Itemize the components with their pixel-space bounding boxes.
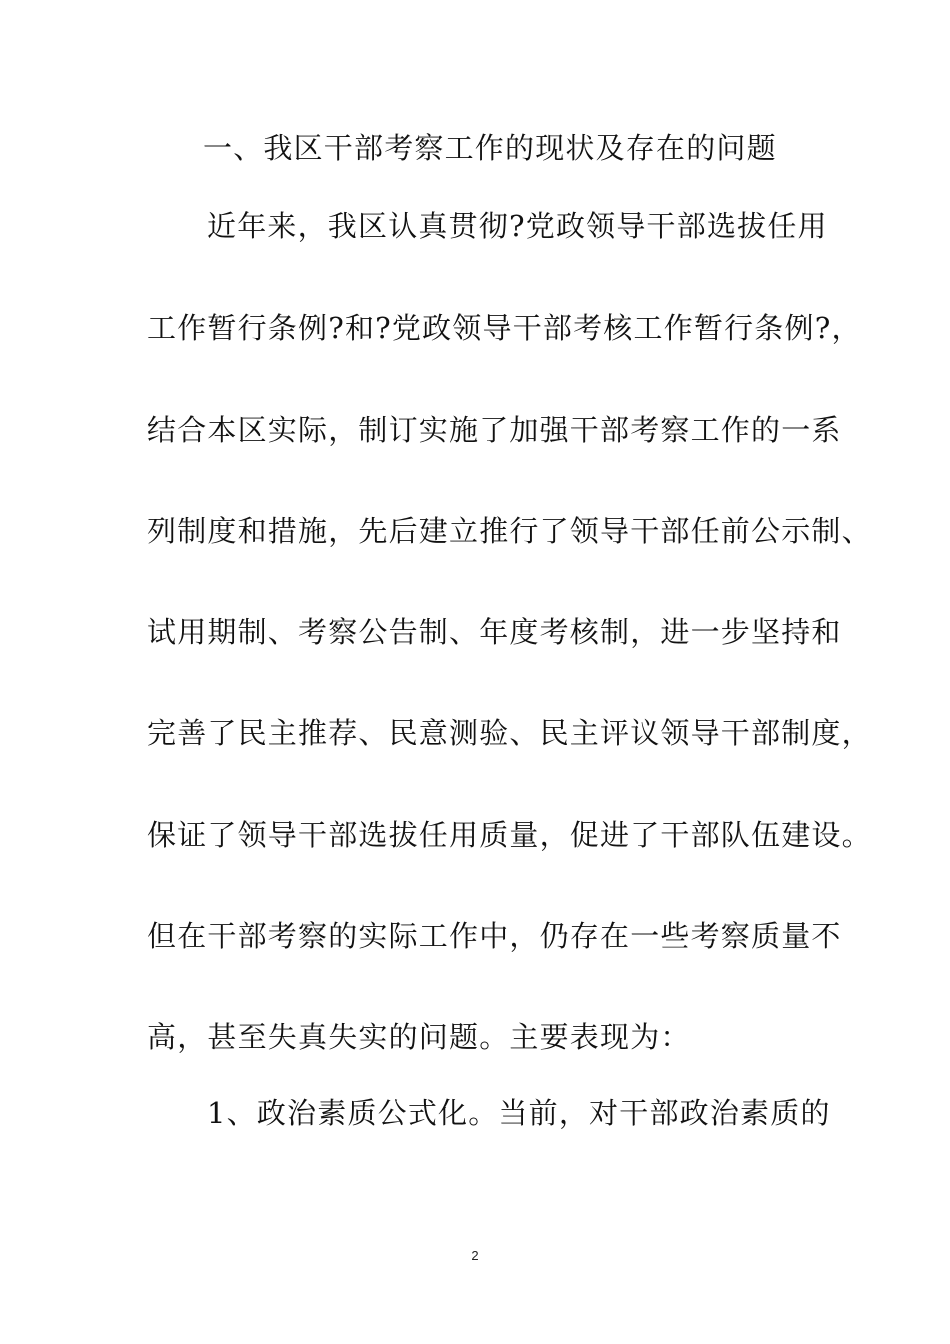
- section-heading: 一、我区干部考察工作的现状及存在的问题: [203, 131, 777, 165]
- paragraph-line-7: 保证了领导干部选拔任用质量，促进了干部队伍建设。: [147, 818, 872, 852]
- paragraph-line-6: 完善了民主推荐、民意测验、民主评议领导干部制度，: [147, 716, 872, 750]
- paragraph-line-9: 高，甚至失真失实的问题。主要表现为：: [147, 1020, 691, 1054]
- page-number: 2: [471, 1248, 479, 1263]
- paragraph-line-1: 近年来，我区认真贯彻?党政领导干部选拔任用: [207, 209, 828, 243]
- paragraph-line-8: 但在干部考察的实际工作中，仍存在一些考察质量不: [147, 919, 842, 953]
- paragraph-line-4: 列制度和措施，先后建立推行了领导干部任前公示制、: [147, 514, 872, 548]
- list-item-line-1: 1、政治素质公式化。当前，对干部政治素质的: [207, 1096, 831, 1130]
- paragraph-line-2: 工作暂行条例?和?党政领导干部考核工作暂行条例?，: [147, 311, 862, 345]
- paragraph-line-5: 试用期制、考察公告制、年度考核制，进一步坚持和: [147, 615, 842, 649]
- paragraph-line-3: 结合本区实际，制订实施了加强干部考察工作的一系: [147, 413, 842, 447]
